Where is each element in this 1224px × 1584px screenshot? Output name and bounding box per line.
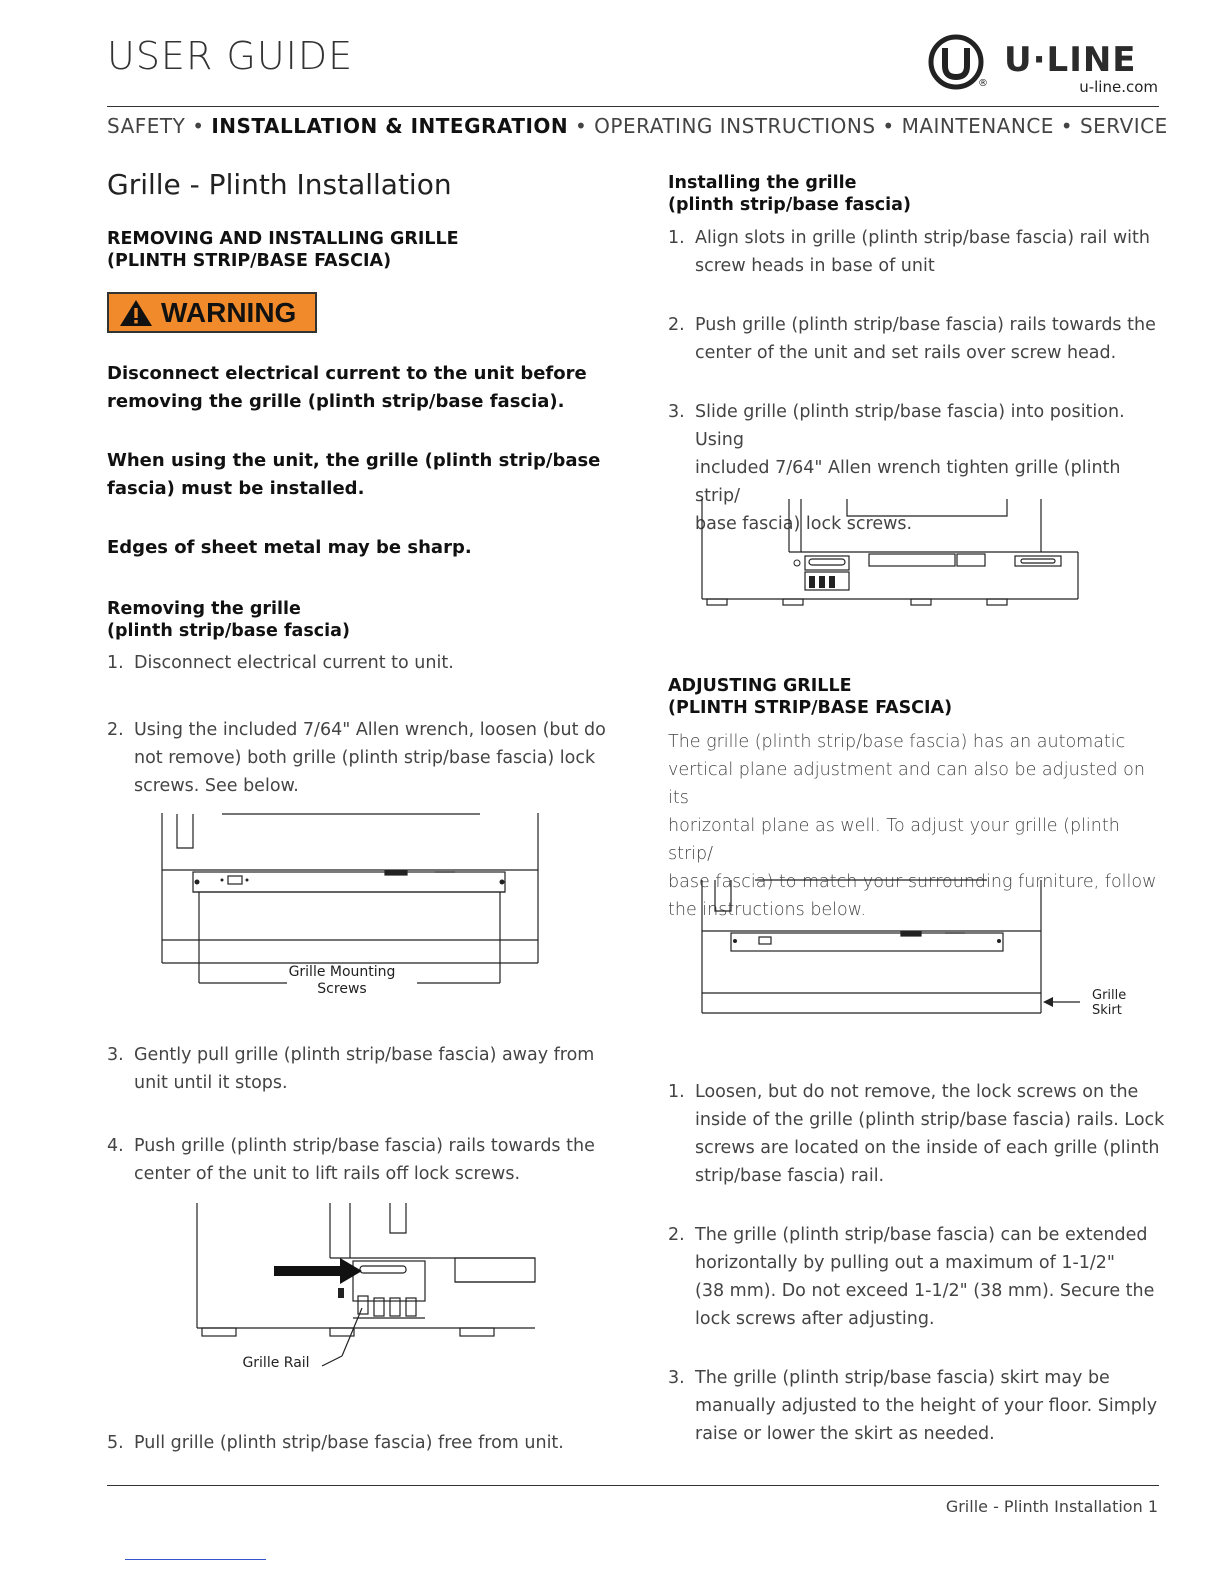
step-number: 5. (107, 1433, 124, 1453)
figure-label-line: Screws (317, 981, 367, 997)
removing-step-3 (107, 1041, 607, 1097)
grille-skirt-diagram (695, 875, 1095, 1020)
step-line: The grille (plinth strip/base fascia) can be extended (695, 1225, 1148, 1245)
step-line: unit until it stops. (134, 1073, 288, 1093)
warning-badge (107, 292, 317, 333)
step-number: 4. (107, 1136, 124, 1156)
step-line: Disconnect electrical current to unit. (134, 653, 454, 673)
nav-item-safety: SAFETY (107, 114, 186, 138)
footer-rule (107, 1485, 1159, 1486)
intro-line: horizontal plane as well. To adjust your grille (plinth strip/ (668, 816, 1120, 864)
guide-title: USER GUIDE (107, 34, 354, 78)
step-line: not remove) both grille (plinth strip/base fascia) lock (134, 748, 596, 768)
warning-text (107, 360, 587, 416)
adjusting-heading-line: ADJUSTING GRILLE (668, 676, 852, 696)
step-number: 2. (668, 315, 685, 335)
step-line: manually adjusted to the height of your floor. Simply (695, 1396, 1158, 1416)
warning-triangle-icon (119, 298, 153, 328)
grille-installed-diagram (695, 496, 1085, 608)
figure-label-line: Grille Mounting (288, 964, 396, 980)
adjusting-step-1 (668, 1078, 1168, 1190)
step-line: screws are located on the inside of each grille (plinth (695, 1138, 1160, 1158)
section-nav (107, 114, 1168, 138)
step-line: included 7/64" Allen wrench tighten grille (plinth strip/ (695, 458, 1121, 506)
step-line: raise or lower the skirt as needed. (695, 1424, 995, 1444)
warning-line: Disconnect electrical current to the unit before (107, 363, 587, 384)
header-rule (107, 106, 1159, 107)
section-heading-line: (PLINTH STRIP/BASE FASCIA) (107, 251, 392, 271)
nav-item-operating: OPERATING INSTRUCTIONS (594, 114, 876, 138)
installing-step-2 (668, 311, 1168, 367)
figure-label-line: Grille (1092, 988, 1127, 1003)
intro-line: the instructions below. (668, 900, 867, 920)
grille-rail-diagram (190, 1198, 540, 1378)
step-line: lock screws after adjusting. (695, 1309, 935, 1329)
step-number: 1. (107, 653, 124, 673)
step-line: Gently pull grille (plinth strip/base fascia) away from (134, 1045, 595, 1065)
brand-name: U·LINE (1004, 40, 1137, 80)
intro-line: base fascia) to match your surrounding furniture, follow (668, 872, 1157, 892)
warning-label: WARNING (161, 296, 297, 328)
step-line: center of the unit to lift rails off lock screws. (134, 1164, 521, 1184)
step-number: 3. (107, 1045, 124, 1065)
step-line: Using the included 7/64" Allen wrench, loosen (but do (134, 720, 606, 740)
step-number: 2. (668, 1225, 685, 1245)
adjusting-heading (668, 675, 952, 719)
installing-heading-line: Installing the grille (668, 173, 857, 193)
step-line: Slide grille (plinth strip/base fascia) into position. Using (695, 402, 1125, 450)
page-footer: Grille - Plinth Installation 1 (945, 1497, 1158, 1516)
section-heading-line: REMOVING AND INSTALLING GRILLE (107, 229, 459, 249)
warning-line: fascia) must be installed. (107, 478, 365, 499)
adjusting-step-3 (668, 1364, 1168, 1448)
nav-separator: • (1060, 114, 1074, 138)
step-line: inside of the grille (plinth strip/base fascia) rails. Lock (695, 1110, 1165, 1130)
adjusting-heading-line: (PLINTH STRIP/BASE FASCIA) (668, 698, 953, 718)
installing-heading (668, 172, 911, 216)
step-line: Push grille (plinth strip/base fascia) rails towards the (695, 315, 1156, 335)
removing-step-5 (107, 1429, 607, 1457)
nav-item-service: SERVICE (1079, 114, 1168, 138)
step-line: strip/base fascia) rail. (695, 1166, 885, 1186)
grille-skirt-label (1092, 988, 1132, 1018)
step-line: Loosen, but do not remove, the lock screws on the (695, 1082, 1139, 1102)
step-line: screw heads in base of unit (695, 256, 935, 276)
removing-step-4 (107, 1132, 607, 1188)
warning-line: When using the unit, the grille (plinth strip/base (107, 450, 601, 471)
step-number: 1. (668, 228, 685, 248)
step-line: center of the unit and set rails over screw head. (695, 343, 1117, 363)
step-line: base fascia) lock screws. (695, 514, 913, 534)
step-line: The grille (plinth strip/base fascia) skirt may be (695, 1368, 1110, 1388)
removing-heading-line: (plinth strip/base fascia) (107, 621, 350, 641)
installing-step-1 (668, 224, 1168, 280)
nav-item-maintenance: MAINTENANCE (901, 114, 1054, 138)
step-line: (38 mm). Do not exceed 1-1/2" (38 mm). Secure the (695, 1281, 1155, 1301)
nav-separator: • (575, 114, 588, 138)
warning-text (107, 534, 472, 562)
figure-label-line: Skirt (1092, 1003, 1122, 1018)
step-number: 1. (668, 1082, 685, 1102)
removing-step-1 (107, 649, 607, 677)
intro-line: vertical plane adjustment and can also be adjusted on its (668, 760, 1145, 808)
step-line: screws. See below. (134, 776, 299, 796)
grille-rail-label: Grille Rail (242, 1355, 310, 1371)
page-title: Grille - Plinth Installation (107, 168, 452, 201)
registered-mark: ® (978, 78, 988, 89)
removing-heading-line: Removing the grille (107, 599, 301, 619)
step-number: 3. (668, 402, 685, 422)
grille-mounting-screws-label (272, 964, 412, 998)
step-line: horizontally by pulling out a maximum of 1-1/2" (695, 1253, 1115, 1273)
step-line: Pull grille (plinth strip/base fascia) free from unit. (134, 1433, 564, 1453)
step-line: Align slots in grille (plinth strip/base fascia) rail with (695, 228, 1150, 248)
removing-step-2 (107, 716, 607, 800)
section-heading (107, 228, 459, 272)
removing-heading (107, 598, 350, 642)
brand-url[interactable]: u-line.com (1079, 78, 1158, 96)
warning-text (107, 447, 600, 503)
nav-item-installation: INSTALLATION & INTEGRATION (211, 114, 569, 138)
nav-separator: • (192, 114, 205, 138)
warning-line: removing the grille (plinth strip/base fascia). (107, 391, 565, 412)
step-number: 3. (668, 1368, 685, 1388)
u-line-logo-icon (928, 34, 984, 90)
step-number: 2. (107, 720, 124, 740)
intro-line: The grille (plinth strip/base fascia) has an automatic (668, 732, 1126, 752)
installing-heading-line: (plinth strip/base fascia) (668, 195, 911, 215)
step-line: Push grille (plinth strip/base fascia) rails towards the (134, 1136, 595, 1156)
link-underline (125, 1559, 266, 1560)
nav-separator: • (882, 114, 895, 138)
warning-line: Edges of sheet metal may be sharp. (107, 537, 472, 558)
adjusting-step-2 (668, 1221, 1168, 1333)
